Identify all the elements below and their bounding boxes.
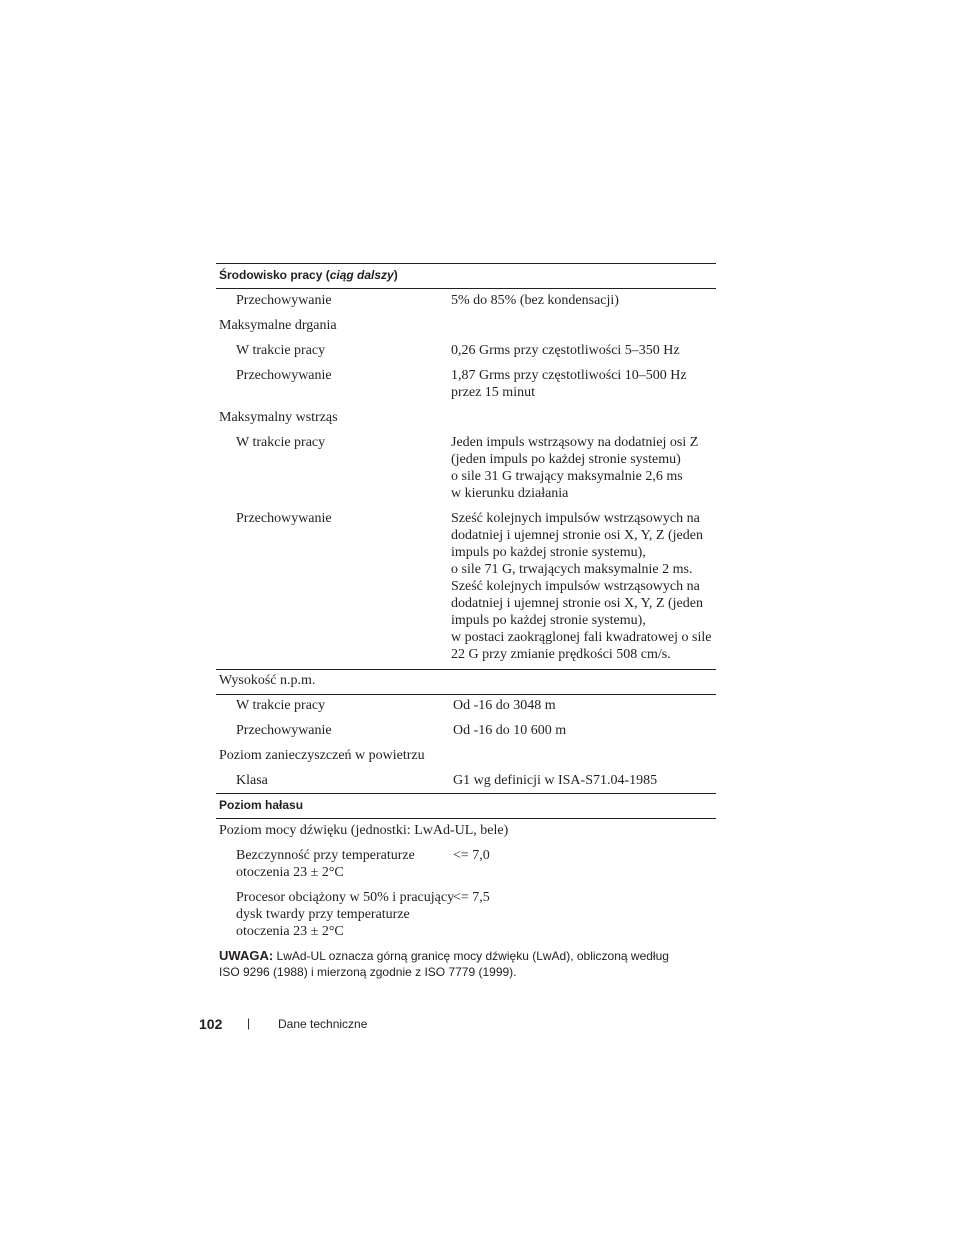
note [219,947,719,965]
row-label-sound-load: Procesor obciążony w 50% i pracujący dysk twardy przy temperaturze otoczenia 23 ± 2°C [236,890,455,939]
section2-header-rule [216,818,716,819]
row-label-shock-operating: W trakcie pracy [236,435,326,450]
section-title-italic: ciąg dalszy [329,268,394,282]
row-label-vibration-operating: W trakcie pracy [236,343,326,358]
section2-top-rule [216,793,716,794]
row-value-shock-operating: Jeden impuls wstrząsowy na dodatniej osi Z (jeden impuls po każdej stronie systemu) o sile 31 G trwający maksymalnie 2,6 ms w kierunku działania [451,435,699,501]
row-value-altitude-operating: Od -16 do 3048 m [453,698,556,713]
row-value-vibration-storage: 1,87 Grms przy częstotliwości 10–500 Hz przez 15 minut [451,368,687,400]
row-label-contaminant-class: Klasa [236,773,268,788]
row-label-storage-humidity: Przechowywanie [236,293,332,308]
altitude-heading: Wysokość n.p.m. [219,673,316,688]
sound-heading: Poziom mocy dźwięku (jednostki: LwAd-UL, bele) [219,823,509,838]
row-value-sound-idle: <= 7,0 [453,848,490,863]
note-label: UWAGA: [219,948,274,963]
row-value-shock-storage: Sześć kolejnych impulsów wstrząsowych na dodatniej i ujemnej stronie osi X, Y, Z (jeden impuls po każdej stronie systemu), o sile 71 G, trwających maksymalnie 2 ms. Sześć kolejnych impulsów wstrząsowych na dodatniej i ujemnej stronie osi X, Y, Z (jeden impuls po każdej stronie systemu), w postaci zaokrąglonej fali kwadratowej o sile 22 G przy zmianie prędkości 508 cm/s. [451,511,712,662]
vibration-heading: Maksymalne drgania [219,318,337,333]
row-label-shock-storage: Przechowywanie [236,511,332,526]
row-label-altitude-storage: Przechowywanie [236,723,332,738]
contaminant-heading: Poziom zanieczyszczeń w powietrzu [219,748,425,763]
section-title-environment [219,268,398,282]
row-value-contaminant-class: G1 wg definicji w ISA-S71.04-1985 [453,773,658,788]
table-top-rule [216,263,716,264]
row-value-vibration-operating: 0,26 Grms przy częstotliwości 5–350 Hz [451,343,680,358]
altitude-top-rule [216,669,716,670]
row-value-storage-humidity: 5% do 85% (bez kondensacji) [451,293,619,308]
footer-separator: | [247,1016,251,1030]
page-number: 102 [199,1016,223,1032]
altitude-heading-rule [216,694,716,695]
row-label-sound-idle: Bezczynność przy temperaturze otoczenia 23 ± 2°C [236,848,415,880]
row-value-sound-load: <= 7,5 [453,890,490,905]
section-header-rule [216,288,716,289]
row-label-altitude-operating: W trakcie pracy [236,698,326,713]
section-title-text: Środowisko pracy ( [219,268,330,282]
section-title-noise: Poziom hałasu [219,798,304,812]
note-line1: LwAd-UL oznacza górną granicę mocy dźwięku (LwAd), obliczoną według [276,949,669,963]
shock-heading: Maksymalny wstrząs [219,410,338,425]
note-line2: ISO 9296 (1988) i mierzoną zgodnie z ISO 7779 (1999). [219,965,517,979]
row-label-vibration-storage: Przechowywanie [236,368,332,383]
section-title-end: ) [393,268,398,282]
footer-section-name: Dane techniczne [278,1017,368,1031]
row-value-altitude-storage: Od -16 do 10 600 m [453,723,567,738]
